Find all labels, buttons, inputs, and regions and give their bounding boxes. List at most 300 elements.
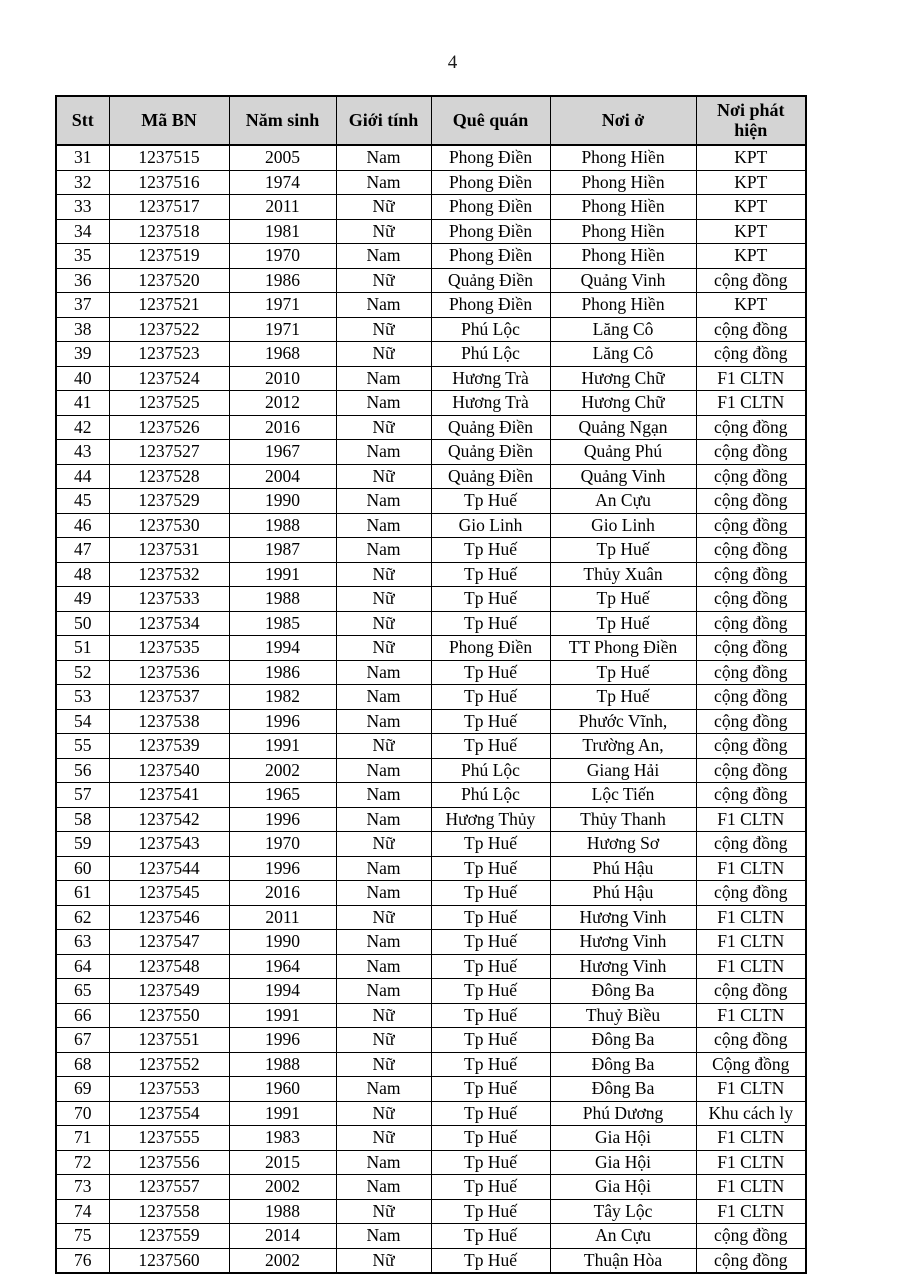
table-cell: Hương Sơ [550, 832, 696, 857]
table-row [56, 1248, 806, 1273]
table-cell: 1237531 [109, 538, 229, 563]
table-cell: 1990 [229, 930, 336, 955]
table-cell: Tp Huế [431, 930, 550, 955]
table-cell: 1964 [229, 954, 336, 979]
table-row [56, 562, 806, 587]
table-cell: Tp Huế [431, 979, 550, 1004]
table-cell: Tp Huế [431, 489, 550, 514]
table-cell: Hương Trà [431, 391, 550, 416]
table-cell: cộng đồng [696, 734, 806, 759]
table-row [56, 219, 806, 244]
table-cell: cộng đồng [696, 464, 806, 489]
table-cell: Tp Huế [431, 538, 550, 563]
table-cell: 59 [56, 832, 109, 857]
table-cell: Phong Hiền [550, 145, 696, 170]
table-cell: 61 [56, 881, 109, 906]
table-cell: 1237552 [109, 1052, 229, 1077]
table-cell: Tp Huế [550, 611, 696, 636]
table-row [56, 709, 806, 734]
table-cell: 58 [56, 807, 109, 832]
table-cell: Thủy Xuân [550, 562, 696, 587]
table-row [56, 856, 806, 881]
table-cell: Tp Huế [550, 660, 696, 685]
table-cell: Tp Huế [431, 1150, 550, 1175]
table-cell: 1988 [229, 513, 336, 538]
table-cell: 34 [56, 219, 109, 244]
table-cell: cộng đồng [696, 1028, 806, 1053]
table-row [56, 1101, 806, 1126]
table-cell: F1 CLTN [696, 954, 806, 979]
table-cell: 1237556 [109, 1150, 229, 1175]
table-row [56, 783, 806, 808]
table-cell: Hương Chữ [550, 391, 696, 416]
table-cell: Nữ [336, 1248, 431, 1273]
table-cell: 52 [56, 660, 109, 685]
table-cell: 1237528 [109, 464, 229, 489]
table-cell: Phước Vĩnh, [550, 709, 696, 734]
table-row [56, 268, 806, 293]
table-row [56, 587, 806, 612]
table-row [56, 538, 806, 563]
table-cell: cộng đồng [696, 660, 806, 685]
table-cell: Lộc Tiến [550, 783, 696, 808]
table-cell: 1237515 [109, 145, 229, 170]
table-cell: Tp Huế [431, 905, 550, 930]
table-cell: cộng đồng [696, 979, 806, 1004]
table-cell: 1968 [229, 342, 336, 367]
table-row [56, 342, 806, 367]
table-cell: F1 CLTN [696, 1077, 806, 1102]
table-cell: Quảng Phú [550, 440, 696, 465]
table-cell: 2002 [229, 1175, 336, 1200]
table-cell: 65 [56, 979, 109, 1004]
table-cell: 1237523 [109, 342, 229, 367]
table-cell: Tp Huế [550, 538, 696, 563]
table-cell: Quảng Vinh [550, 464, 696, 489]
table-cell: Quảng Điền [431, 268, 550, 293]
table-cell: 1237540 [109, 758, 229, 783]
table-cell: 1981 [229, 219, 336, 244]
header-noi-phat-hien [696, 96, 806, 145]
table-cell: Phong Hiền [550, 219, 696, 244]
table-cell: Nam [336, 170, 431, 195]
table-cell: Giang Hải [550, 758, 696, 783]
table-cell: Gia Hội [550, 1150, 696, 1175]
table-row [56, 513, 806, 538]
table-cell: 31 [56, 145, 109, 170]
table-row [56, 1052, 806, 1077]
table-cell: 32 [56, 170, 109, 195]
table-cell: 50 [56, 611, 109, 636]
table-cell: cộng đồng [696, 709, 806, 734]
table-cell: 1237547 [109, 930, 229, 955]
table-cell: cộng đồng [696, 415, 806, 440]
table-cell: Thuỷ Biều [550, 1003, 696, 1028]
table-cell: 1970 [229, 832, 336, 857]
table-cell: 1991 [229, 734, 336, 759]
table-cell: Tp Huế [431, 1175, 550, 1200]
table-cell: 1237537 [109, 685, 229, 710]
table-cell: Nữ [336, 611, 431, 636]
page-number: 4 [447, 52, 458, 73]
table-cell: Tp Huế [431, 1224, 550, 1249]
table-row [56, 293, 806, 318]
table-cell: 1965 [229, 783, 336, 808]
table-cell: F1 CLTN [696, 1175, 806, 1200]
table-cell: 1971 [229, 293, 336, 318]
table-cell: 1994 [229, 636, 336, 661]
table-row [56, 317, 806, 342]
table-cell: F1 CLTN [696, 905, 806, 930]
table-cell: Nam [336, 1150, 431, 1175]
header-que-quan: Quê quán [431, 96, 550, 145]
table-cell: Hương Vinh [550, 905, 696, 930]
table-cell: 1986 [229, 660, 336, 685]
table-cell: Nữ [336, 317, 431, 342]
table-cell: 33 [56, 195, 109, 220]
table-cell: 46 [56, 513, 109, 538]
table-cell: Tp Huế [431, 611, 550, 636]
table-cell: 2014 [229, 1224, 336, 1249]
table-row [56, 1126, 806, 1151]
table-cell: Nam [336, 979, 431, 1004]
table-cell: 39 [56, 342, 109, 367]
header-noi-o: Nơi ở [550, 96, 696, 145]
table-cell: 1237532 [109, 562, 229, 587]
table-cell: Nam [336, 807, 431, 832]
table-row [56, 391, 806, 416]
table-cell: Phú Lộc [431, 783, 550, 808]
table-cell: Quảng Vinh [550, 268, 696, 293]
table-cell: Nữ [336, 1126, 431, 1151]
table-cell: 73 [56, 1175, 109, 1200]
table-cell: 45 [56, 489, 109, 514]
table-cell: Phú Hậu [550, 856, 696, 881]
table-cell: Tp Huế [431, 954, 550, 979]
table-cell: Khu cách ly [696, 1101, 806, 1126]
table-row [56, 979, 806, 1004]
table-cell: Nữ [336, 219, 431, 244]
table-cell: F1 CLTN [696, 807, 806, 832]
table-cell: F1 CLTN [696, 391, 806, 416]
table-cell: 1996 [229, 1028, 336, 1053]
table-cell: 1237557 [109, 1175, 229, 1200]
table-cell: Phong Điền [431, 293, 550, 318]
table-cell: 36 [56, 268, 109, 293]
table-cell: Hương Thủy [431, 807, 550, 832]
table-cell: 72 [56, 1150, 109, 1175]
table-cell: TT Phong Điền [550, 636, 696, 661]
table-cell: 1970 [229, 244, 336, 269]
table-cell: Nam [336, 685, 431, 710]
table-row [56, 244, 806, 269]
table-cell: Phong Điền [431, 219, 550, 244]
table-row [56, 1003, 806, 1028]
table-cell: 1237558 [109, 1199, 229, 1224]
table-cell: Nam [336, 1224, 431, 1249]
table-cell: 67 [56, 1028, 109, 1053]
table-cell: 1237521 [109, 293, 229, 318]
header-ma-bn: Mã BN [109, 96, 229, 145]
table-cell: Tp Huế [431, 1199, 550, 1224]
table-cell: Tp Huế [431, 685, 550, 710]
table-cell: Tp Huế [431, 1003, 550, 1028]
table-cell: cộng đồng [696, 268, 806, 293]
table-cell: KPT [696, 219, 806, 244]
table-cell: Tp Huế [431, 709, 550, 734]
table-cell: Nam [336, 930, 431, 955]
table-cell: Hương Vinh [550, 954, 696, 979]
table-cell: 43 [56, 440, 109, 465]
table-cell: 1237539 [109, 734, 229, 759]
table-cell: Phong Điền [431, 195, 550, 220]
table-cell: Nữ [336, 734, 431, 759]
table-cell: KPT [696, 293, 806, 318]
table-cell: 1237545 [109, 881, 229, 906]
table-cell: 1237555 [109, 1126, 229, 1151]
table-cell: 1237538 [109, 709, 229, 734]
table-cell: 53 [56, 685, 109, 710]
table-cell: cộng đồng [696, 832, 806, 857]
table-row [56, 1199, 806, 1224]
table-cell: 2004 [229, 464, 336, 489]
table-cell: 1988 [229, 1052, 336, 1077]
table-cell: 2010 [229, 366, 336, 391]
table-cell: 41 [56, 391, 109, 416]
table-cell: 57 [56, 783, 109, 808]
table-cell: 1988 [229, 587, 336, 612]
table-row [56, 464, 806, 489]
table-row [56, 1224, 806, 1249]
table-cell: 51 [56, 636, 109, 661]
table-cell: Nam [336, 1175, 431, 1200]
table-cell: 55 [56, 734, 109, 759]
table-cell: Trường An, [550, 734, 696, 759]
table-cell: 1237516 [109, 170, 229, 195]
table-cell: 1990 [229, 489, 336, 514]
table-cell: Nam [336, 783, 431, 808]
table-cell: Nam [336, 856, 431, 881]
table-cell: Đông Ba [550, 1052, 696, 1077]
table-cell: Nam [336, 366, 431, 391]
table-cell: Phong Điền [431, 145, 550, 170]
table-cell: Tp Huế [431, 1052, 550, 1077]
table-cell: 2002 [229, 1248, 336, 1273]
table-cell: Quảng Điền [431, 415, 550, 440]
table-cell: 1983 [229, 1126, 336, 1151]
table-cell: 1987 [229, 538, 336, 563]
table-cell: Nam [336, 709, 431, 734]
table-cell: F1 CLTN [696, 930, 806, 955]
table-cell: Tây Lộc [550, 1199, 696, 1224]
table-cell: Tp Huế [550, 587, 696, 612]
table-row [56, 1028, 806, 1053]
table-cell: 1237554 [109, 1101, 229, 1126]
table-cell: 38 [56, 317, 109, 342]
table-cell: F1 CLTN [696, 1003, 806, 1028]
table-cell: Lăng Cô [550, 342, 696, 367]
table-cell: cộng đồng [696, 562, 806, 587]
table-cell: Nữ [336, 268, 431, 293]
table-row [56, 489, 806, 514]
table-cell: Tp Huế [431, 1126, 550, 1151]
table-cell: KPT [696, 145, 806, 170]
table-cell: Tp Huế [431, 832, 550, 857]
table-cell: Nữ [336, 195, 431, 220]
table-cell: 1237529 [109, 489, 229, 514]
table-row [56, 170, 806, 195]
table-cell: F1 CLTN [696, 856, 806, 881]
table-cell: 1237543 [109, 832, 229, 857]
table-cell: 62 [56, 905, 109, 930]
table-cell: 1237560 [109, 1248, 229, 1273]
table-cell: 1237518 [109, 219, 229, 244]
table-cell: An Cựu [550, 489, 696, 514]
table-cell: 1237527 [109, 440, 229, 465]
table-row [56, 881, 806, 906]
header-stt: Stt [56, 96, 109, 145]
table-cell: 1237546 [109, 905, 229, 930]
table-cell: Phong Hiền [550, 195, 696, 220]
table-cell: Đông Ba [550, 1028, 696, 1053]
table-cell: 1991 [229, 1003, 336, 1028]
table-cell: cộng đồng [696, 513, 806, 538]
table-cell: Gia Hội [550, 1126, 696, 1151]
table-cell: Phong Điền [431, 244, 550, 269]
table-cell: 2011 [229, 195, 336, 220]
table-row [56, 734, 806, 759]
table-cell: Phong Hiền [550, 293, 696, 318]
table-cell: 40 [56, 366, 109, 391]
table-cell: 66 [56, 1003, 109, 1028]
table-cell: Phú Hậu [550, 881, 696, 906]
table-cell: Nữ [336, 1028, 431, 1053]
table-cell: Gio Linh [431, 513, 550, 538]
table-header-row [56, 96, 806, 145]
table-cell: cộng đồng [696, 489, 806, 514]
table-cell: 70 [56, 1101, 109, 1126]
table-cell: Nữ [336, 832, 431, 857]
header-noi-phat-hien-label: Nơi phát hiện [717, 99, 785, 141]
table-cell: 1237526 [109, 415, 229, 440]
table-cell: Tp Huế [431, 562, 550, 587]
table-cell: 44 [56, 464, 109, 489]
table-cell: 1974 [229, 170, 336, 195]
table-cell: 68 [56, 1052, 109, 1077]
table-row [56, 930, 806, 955]
table-cell: 1996 [229, 856, 336, 881]
table-cell: Nam [336, 660, 431, 685]
table-cell: Phú Lộc [431, 342, 550, 367]
table-cell: cộng đồng [696, 1224, 806, 1249]
table-cell: Nam [336, 440, 431, 465]
table-cell: cộng đồng [696, 1248, 806, 1273]
table-cell: 69 [56, 1077, 109, 1102]
table-cell: cộng đồng [696, 342, 806, 367]
table-cell: Phong Hiền [550, 170, 696, 195]
table-cell: Nam [336, 954, 431, 979]
table-cell: 37 [56, 293, 109, 318]
table-cell: 1986 [229, 268, 336, 293]
table-cell: 64 [56, 954, 109, 979]
table-cell: Phú Lộc [431, 317, 550, 342]
table-cell: Quảng Ngạn [550, 415, 696, 440]
table-row [56, 758, 806, 783]
table-cell: 2016 [229, 881, 336, 906]
table-cell: 1237548 [109, 954, 229, 979]
table-cell: Gia Hội [550, 1175, 696, 1200]
table-cell: 1996 [229, 807, 336, 832]
table-cell: Gio Linh [550, 513, 696, 538]
table-row [56, 1150, 806, 1175]
table-cell: 1971 [229, 317, 336, 342]
table-cell: Phong Điền [431, 636, 550, 661]
table-cell: Nữ [336, 587, 431, 612]
table-cell: cộng đồng [696, 440, 806, 465]
table-cell: 54 [56, 709, 109, 734]
table-cell: 1991 [229, 562, 336, 587]
table-cell: 1991 [229, 1101, 336, 1126]
table-cell: An Cựu [550, 1224, 696, 1249]
table-cell: 1237542 [109, 807, 229, 832]
table-cell: Nam [336, 489, 431, 514]
patient-table [55, 95, 807, 1274]
table-cell: Nữ [336, 1199, 431, 1224]
table-cell: 1237522 [109, 317, 229, 342]
table-body [56, 145, 806, 1273]
table-cell: Nam [336, 881, 431, 906]
table-cell: 1237520 [109, 268, 229, 293]
table-cell: Đông Ba [550, 979, 696, 1004]
table-row [56, 415, 806, 440]
table-cell: Nam [336, 244, 431, 269]
table-row [56, 1175, 806, 1200]
table-cell: Hương Chữ [550, 366, 696, 391]
table-cell: Nam [336, 293, 431, 318]
table-cell: Lăng Cô [550, 317, 696, 342]
table-cell: Phong Điền [431, 170, 550, 195]
table-cell: Nữ [336, 562, 431, 587]
table-cell: 42 [56, 415, 109, 440]
table-cell: 35 [56, 244, 109, 269]
table-cell: Nam [336, 513, 431, 538]
table-cell: Nữ [336, 342, 431, 367]
table-cell: 60 [56, 856, 109, 881]
table-cell: cộng đồng [696, 685, 806, 710]
table-cell: 1960 [229, 1077, 336, 1102]
table-cell: Tp Huế [431, 1028, 550, 1053]
table-cell: 1237553 [109, 1077, 229, 1102]
table-cell: Phú Lộc [431, 758, 550, 783]
table-cell: 1237517 [109, 195, 229, 220]
table-row [56, 636, 806, 661]
table-cell: 48 [56, 562, 109, 587]
table-cell: cộng đồng [696, 783, 806, 808]
table-cell: 74 [56, 1199, 109, 1224]
table-row [56, 905, 806, 930]
table-row [56, 1077, 806, 1102]
table-cell: 1994 [229, 979, 336, 1004]
table-row [56, 685, 806, 710]
table-row [56, 195, 806, 220]
table-cell: 1237534 [109, 611, 229, 636]
table-cell: cộng đồng [696, 881, 806, 906]
table-row [56, 660, 806, 685]
table-cell: Nữ [336, 1003, 431, 1028]
table-cell: 1237536 [109, 660, 229, 685]
table-cell: 1237530 [109, 513, 229, 538]
table-cell: Nam [336, 391, 431, 416]
